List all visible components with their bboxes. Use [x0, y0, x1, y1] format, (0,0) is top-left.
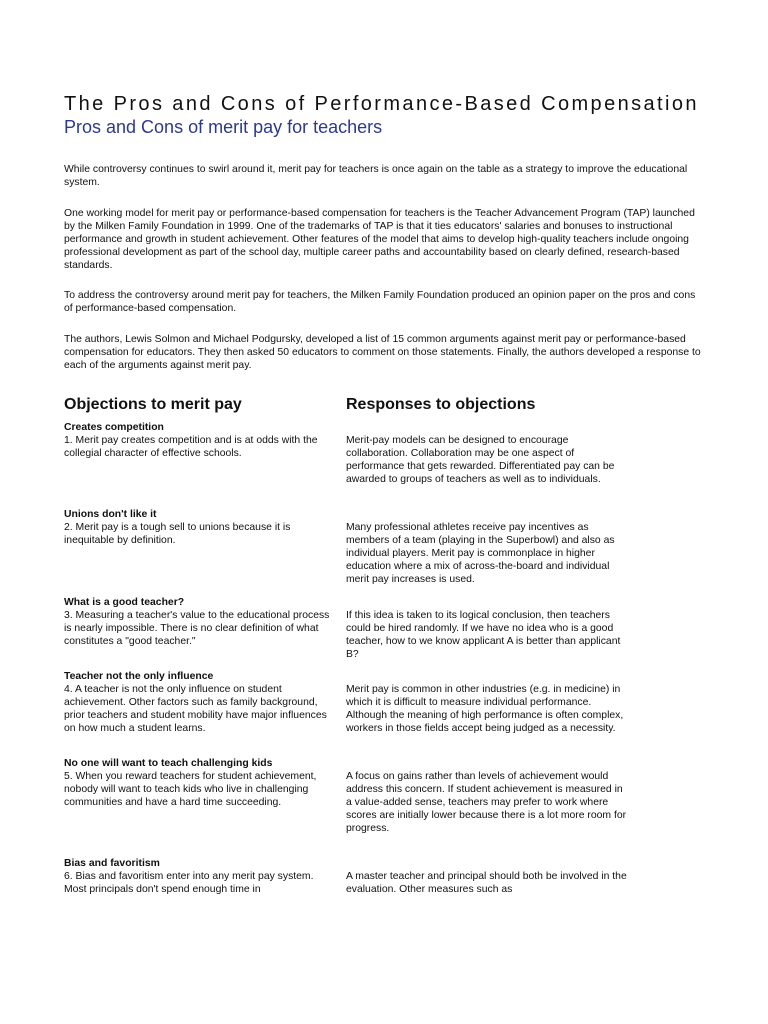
objection-heading-3: What is a good teacher?	[64, 597, 185, 608]
intro-paragraph-3: To address the controversy around merit pay for teachers, the Milken Family Foundation produced an opinion paper on the pros and cons of performance-based compensation.	[64, 290, 696, 315]
response-text-5: A focus on gains rather than levels of achievement would address this concern. If student achievement is measured in a value-added sense, teachers may prefer to work where scores are initially lower because there is a lot more room for progress.	[346, 771, 627, 835]
objection-heading-1: Creates competition	[64, 422, 164, 433]
intro-paragraph-2: One working model for merit pay or performance-based compensation for teachers is the Teacher Advancement Program (TAP) launched by the Milken Family Foundation in 1999. One of the trademarks of TAP is that it ties educators' salaries and bonuses to instructional performance and growth in student achievement. Other features of the model that aims to develop high-quality teachers include ongoing professional development as part of the school day, multiple career paths and accountability based on clearly defined, research-based standards.	[64, 208, 695, 272]
page-subtitle: Pros and Cons of merit pay for teachers	[64, 117, 383, 137]
objection-text-5: 5. When you reward teachers for student achievement, nobody will want to teach kids who live in challenging communities and have a hard time succeeding.	[64, 771, 317, 809]
response-text-4: Merit pay is common in other industries (e.g. in medicine) in which it is difficult to measure individual performance. Although the meaning of high performance is often complex, workers in those fields accept being judged as a necessity.	[346, 684, 624, 735]
objection-heading-6: Bias and favoritism	[64, 858, 160, 869]
objection-heading-5: No one will want to teach challenging kids	[64, 758, 273, 769]
intro-paragraph-4: The authors, Lewis Solmon and Michael Podgursky, developed a list of 15 common arguments against merit pay or performance-based compensation for educators. They then asked 50 educators to comment on those statements. Finally, the authors developed a response to each of the arguments against merit pay.	[64, 334, 701, 372]
page-title: The Pros and Cons of Performance-Based Compensation	[64, 93, 699, 115]
response-text-6: A master teacher and principal should both be involved in the evaluation. Other measures such as	[346, 871, 627, 896]
response-text-2: Many professional athletes receive pay incentives as members of a team (playing in the Superbowl) and also as individual players. Merit pay is commonplace in higher education where a mix of across-the-board and individual merit pay increases is used.	[346, 522, 615, 586]
objection-heading-2: Unions don't like it	[64, 509, 157, 520]
objection-text-2: 2. Merit pay is a tough sell to unions because it is inequitable by definition.	[64, 522, 291, 547]
response-text-3: If this idea is taken to its logical conclusion, then teachers could be hired randomly. If we have no idea who is a good teacher, how to we know applicant A is better than applicant B?	[346, 610, 621, 661]
objection-text-1: 1. Merit pay creates competition and is at odds with the collegial character of effective schools.	[64, 435, 318, 460]
objection-text-6: 6. Bias and favoritism enter into any merit pay system. Most principals don't spend enough time in	[64, 871, 314, 896]
responses-heading: Responses to objections	[346, 396, 536, 413]
objection-heading-4: Teacher not the only influence	[64, 671, 214, 682]
objection-text-3: 3. Measuring a teacher's value to the educational process is nearly impossible. There is no clear definition of what constitutes a "good teacher."	[64, 610, 330, 648]
response-text-1: Merit-pay models can be designed to encourage collaboration. Collaboration may be one aspect of performance that gets rewarded. Differentiated pay can be awarded to groups of teachers as well as to individuals.	[346, 435, 615, 486]
objections-heading: Objections to merit pay	[64, 396, 242, 413]
intro-paragraph-1: While controversy continues to swirl around it, merit pay for teachers is once again on the table as a strategy to improve the educational system.	[64, 164, 688, 189]
objection-text-4: 4. A teacher is not the only influence on student achievement. Other factors such as family background, prior teachers and student mobility have major influences on how much a student learns.	[64, 684, 327, 735]
